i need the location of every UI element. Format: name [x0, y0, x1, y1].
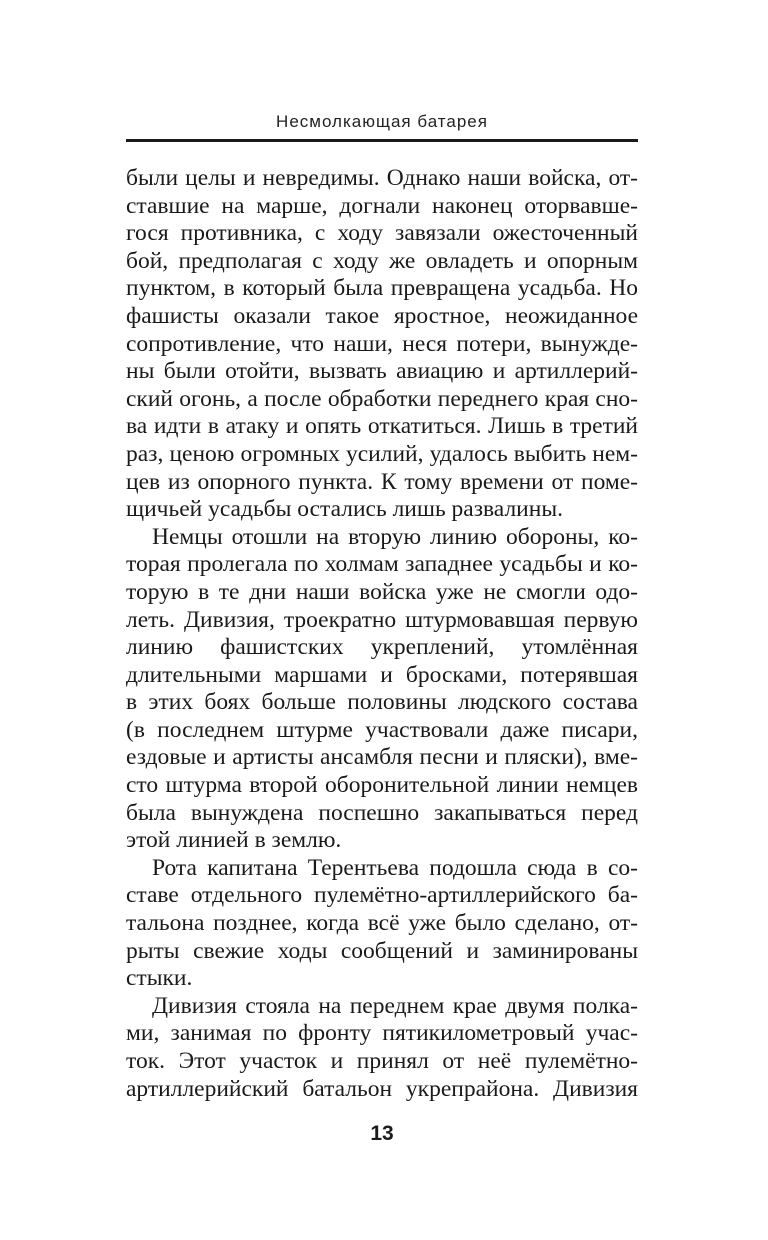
- text-line: пунктом, в который была превращена усадьба. Но: [126, 275, 638, 302]
- text-line: этой линией в землю.: [126, 827, 342, 854]
- text-line: ставшие на марше, догнали наконец оторвавше-: [126, 192, 638, 219]
- text-line: бой, предполагая с ходу же овладеть и опорным: [126, 247, 638, 274]
- text-line: тальона позднее, когда всё уже было сделано, от-: [126, 910, 638, 937]
- paragraph: [126, 524, 638, 855]
- text-line: Немцы отошли на вторую линию обороны, ко-: [152, 523, 638, 550]
- page-number: 13: [370, 1122, 394, 1145]
- text-line: были целы и невредимы. Однако наши войска, от-: [126, 165, 638, 191]
- text-line: ездовые и артисты ансамбля песни и пляски), вме-: [126, 744, 638, 771]
- text-line: сто штурма второй оборонительной линии немцев: [126, 772, 638, 799]
- text-line: торая пролегала по холмам западнее усадьбы и ко-: [126, 551, 638, 578]
- text-line: торую в те дни наши войска уже не смогли одо-: [126, 578, 638, 605]
- text-line: ми, занимая по фронту пятикилометровый учас-: [126, 1020, 638, 1047]
- paragraph: [126, 165, 638, 524]
- text-line: леть. Дивизия, троекратно штурмовавшая первую: [126, 606, 638, 633]
- text-line: ток. Этот участок и принял от неё пулемётно-: [126, 1048, 638, 1074]
- paragraph: [126, 855, 638, 993]
- running-head: Несмолкающая батарея: [276, 112, 488, 131]
- text-line: ва идти в атаку и опять откатиться. Лишь в третий: [126, 413, 638, 440]
- text-line: ский огонь, а после обработки переднего края сно-: [126, 385, 638, 412]
- text-line: Дивизия стояла на переднем крае двумя полка-: [152, 992, 638, 1019]
- text-line: ставе отдельного пулемётно-артиллерийского ба-: [126, 882, 638, 909]
- text-line: была вынуждена поспешно закапываться перед: [126, 799, 638, 826]
- paragraph: [126, 993, 638, 1103]
- text-line: цев из опорного пункта. К тому времени от поме-: [126, 468, 638, 495]
- text-line: длительными маршами и бросками, потерявшая: [126, 661, 638, 688]
- text-line: линию фашистских укреплений, утомлённая: [126, 634, 638, 661]
- text-line: фашисты оказали такое яростное, неожиданное: [126, 302, 638, 329]
- text-line: рыты свежие ходы сообщений и заминированы: [126, 937, 638, 964]
- text-line: артиллерийский батальон укрепрайона. Дивизия: [126, 1075, 638, 1102]
- body-text: [126, 165, 638, 1103]
- text-line: (в последнем штурме участвовали даже писари,: [126, 716, 638, 743]
- text-line: гося противника, с ходу завязали ожесточенный: [126, 220, 638, 247]
- header-rule: [126, 139, 638, 142]
- text-line: в этих боях больше половины людского состава: [126, 689, 638, 716]
- text-line: стыки.: [126, 965, 193, 992]
- text-line: Рота капитана Терентьева подошла сюда в со-: [152, 854, 638, 881]
- text-line: сопротивление, что наши, неся потери, вынужде-: [126, 330, 638, 357]
- text-line: щичьей усадьбы остались лишь развалины.: [126, 496, 563, 523]
- text-line: ны были отойти, вызвать авиацию и артиллерий-: [126, 358, 638, 385]
- text-line: раз, ценою огромных усилий, удалось выбить нем-: [126, 440, 638, 467]
